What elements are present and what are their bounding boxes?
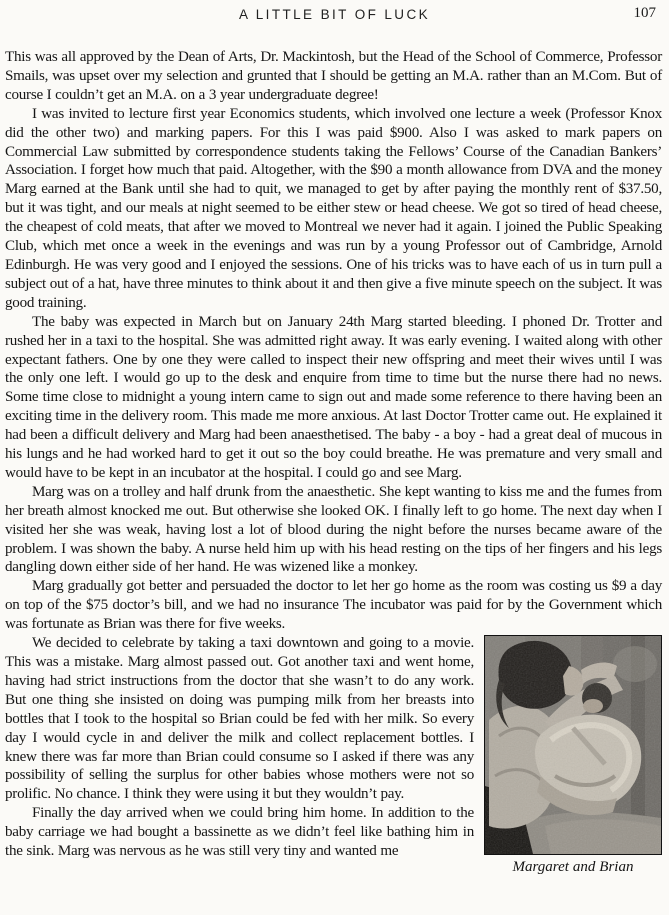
photo-halftone-art bbox=[485, 636, 661, 854]
paragraph: Marg gradually got better and persuaded the doctor to let her go home as the room was costing us $9 a day on top of the $75 doctor’s bill, and we had no insurance The incubator was paid for by the Government which was fortunate as Brian was there for five weeks. bbox=[5, 578, 662, 633]
paragraph: Finally the day arrived when we could bring him home. In addition to the baby carriage we had bought a bassinette as we didn’t feel like bathing him in the sink. Marg was nervous as he was still very tiny and wanted me bbox=[5, 805, 474, 860]
page-body bbox=[0, 34, 669, 876]
paragraph: The baby was expected in March but on January 24th Marg started bleeding. I phoned Dr. Trotter and rushed her in a taxi to the hospital. She was admitted right away. It was early evening. I waited along with other expectant fathers. One by one they were called to inspect their new offspring and meet their wives until I was the only one left. I would go up to the desk and enquire from time to time but the nurse there had no news. Some time close to midnight a young intern came to sign out and made some reference to there having been an exciting time in the delivery room. This made me more anxious. At last Doctor Trotter came out. He explained it had been a difficult delivery and Marg had been anaesthetised. The baby - a boy - had a great deal of mucous in his lungs and he had worked hard to get it out so the boy could breathe. He was premature and very small and would have to be kept in an incubator at the hospital. I could go and see Marg. bbox=[5, 313, 662, 481]
photo-figure bbox=[484, 635, 662, 877]
paragraph: This was all approved by the Dean of Arts, Dr. Mackintosh, but the Head of the School of Commerce, Professor Smails, was upset over my selection and grunted that I should be getting an M.A. rather than an M.Com. But of course I couldn’t get an M.A. on a 3 year undergraduate degree! bbox=[5, 49, 662, 103]
paragraph: We decided to celebrate by taking a taxi downtown and going to a movie. This was a mistake. Marg almost passed out. Got another taxi and went home, having had strict instructions from the doctor that she wasn’t to do any work. But one thing she insisted on doing was pumping milk from her breasts into bottles that I took to the hospital so Brian could be fed with her milk. So every day I would cycle in and deliver the milk and collect replacement bottles. I knew there was far more than Brian could consume so I asked if there was any possibility of selling the surplus for other babies whose mothers were not so prolific. No chance. I think they were using it but they wouldn’t pay. bbox=[5, 635, 474, 803]
page-number: 107 bbox=[633, 5, 656, 21]
photo-caption: Margaret and Brian bbox=[512, 859, 634, 876]
paragraph: Marg was on a trolley and half drunk from the anaesthetic. She kept wanting to kiss me and the fumes from her breath almost knocked me out. But otherwise she looked OK. I finally left to go home. The next day when I visited her she was weak, having lost a lot of blood during the night before the nurses became aware of the problem. I was shown the baby. A nurse held him up with his head resting on the tips of her fingers and his legs dangling down either side of her hand. He was wizened like a monkey. bbox=[5, 483, 662, 576]
paragraph: I was invited to lecture first year Economics students, which involved one lecture a week (Professor Knox did the other two) and marking papers. For this I was paid $900. Also I was asked to mark papers on Commercial Law submitted by correspondence students taking the Fellows’ Course of the Canadian Bankers’ Association. I forget how much that paid. Altogether, with the $90 a month allowance from DVA and the money Marg earned at the Bank until she had to quit, we managed to get by after paying the monthly rent of $37.50, but it was tight, and our meals at night seemed to be either stew or head cheese. We got so tired of head cheese, the cheapest of cold meats, that after we moved to Montreal we never had it again. I joined the Public Speaking Club, which met once a week in the evenings and was run by a young Professor out of Cambridge, Arnold Edinburgh. He was very good and I enjoyed the sessions. One of his tricks was to have each of us in turn pull a subject out of a hat, have three minutes to think about it and then give a five minute speech on the subject. It was good training. bbox=[5, 105, 662, 311]
running-head-title: A LITTLE BIT OF LUCK bbox=[238, 7, 431, 22]
photo-margaret-and-brian bbox=[484, 635, 662, 855]
page-header bbox=[0, 0, 669, 34]
